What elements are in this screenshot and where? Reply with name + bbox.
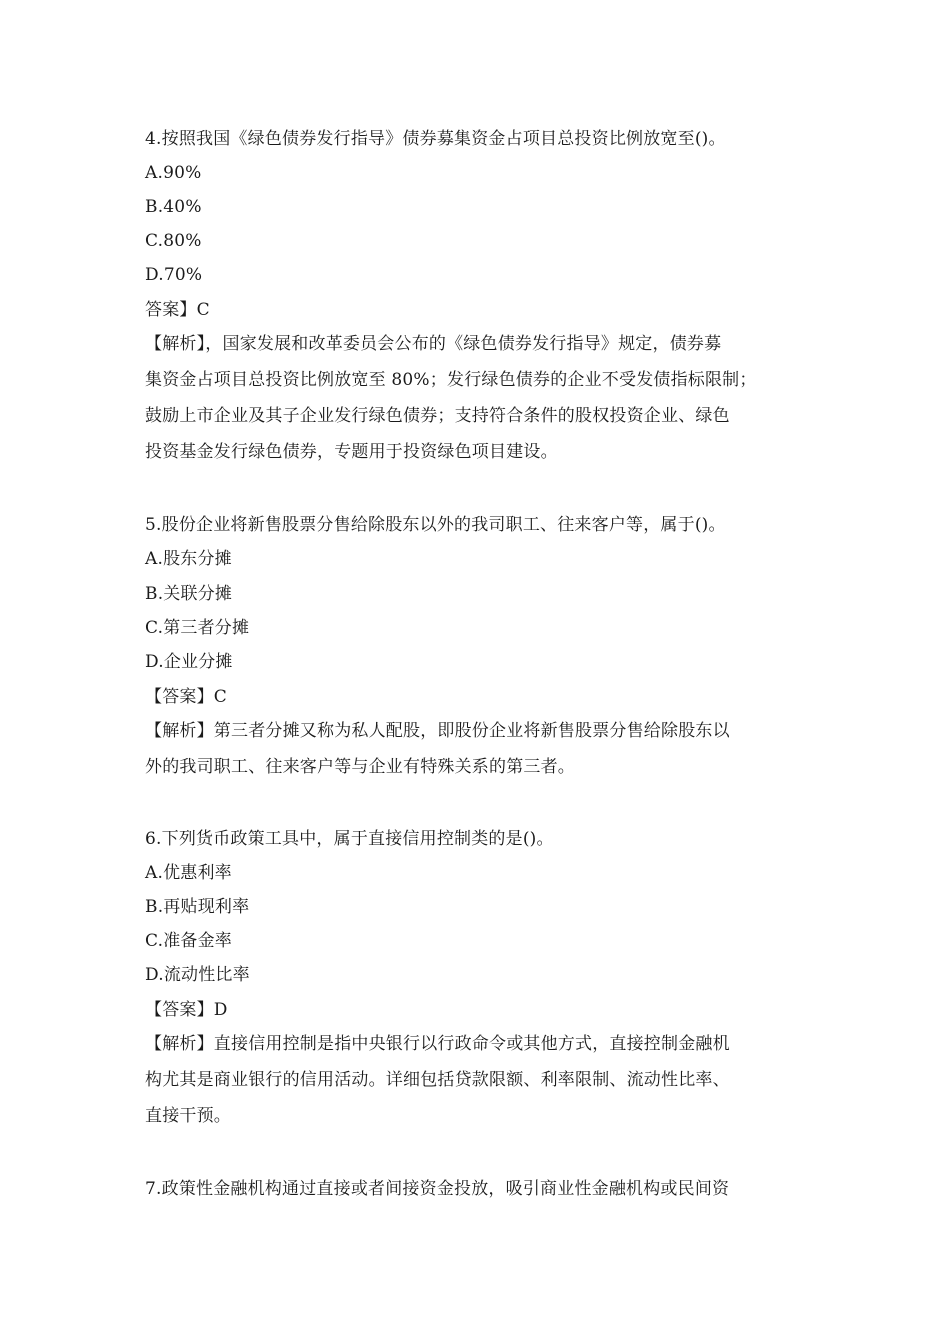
question-4-analysis-line-3: 鼓励上市企业及其子企业发行绿色债券；支持符合条件的股权投资企业、绿色 <box>145 406 730 426</box>
question-5-answer: 【答案】C <box>145 687 228 707</box>
question-4-option-b: B.40% <box>145 197 202 217</box>
question-4-option-c: C.80% <box>145 231 202 251</box>
question-6-analysis-line-1: 【解析】直接信用控制是指中央银行以行政命令或其他方式，直接控制金融机 <box>145 1034 730 1054</box>
question-5-analysis-line-1: 【解析】第三者分摊又称为私人配股，即股份企业将新售股票分售给除股东以 <box>145 721 730 741</box>
question-4-answer: 答案】C <box>145 300 210 320</box>
question-4-stem: 4.按照我国《绿色债券发行指导》债券募集资金占项目总投资比例放宽至()。 <box>145 129 726 149</box>
question-6-answer: 【答案】D <box>145 1000 228 1020</box>
question-5-option-a: A.股东分摊 <box>145 549 232 569</box>
question-5-analysis-line-2: 外的我司职工、往来客户等与企业有特殊关系的第三者。 <box>145 757 575 777</box>
question-4-option-a: A.90% <box>145 163 202 183</box>
question-7-stem: 7.政策性金融机构通过直接或者间接资金投放，吸引商业性金融机构或民间资 <box>145 1179 730 1199</box>
question-4-analysis-line-2: 集资金占项目总投资比例放宽至 80%；发行绿色债券的企业不受发债指标限制； <box>145 370 757 390</box>
question-6-option-d: D.流动性比率 <box>145 965 250 985</box>
question-5-option-c: C.第三者分摊 <box>145 618 250 638</box>
question-6-analysis-line-3: 直接干预。 <box>145 1106 231 1126</box>
question-5-option-b: B.关联分摊 <box>145 584 233 604</box>
question-6-option-c: C.准备金率 <box>145 931 233 951</box>
question-6-option-b: B.再贴现利率 <box>145 897 250 917</box>
question-4-option-d: D.70% <box>145 265 203 285</box>
question-5-stem: 5.股份企业将新售股票分售给除股东以外的我司职工、往来客户等，属于()。 <box>145 515 726 535</box>
question-6-analysis-line-2: 构尤其是商业银行的信用活动。详细包括贷款限额、利率限制、流动性比率、 <box>145 1070 730 1090</box>
question-5-option-d: D.企业分摊 <box>145 652 233 672</box>
question-6-option-a: A.优惠利率 <box>145 863 232 883</box>
question-4-analysis-line-1: 【解析】，国家发展和改革委员会公布的《绿色债券发行指导》规定，债券募 <box>145 334 722 354</box>
question-4-analysis-line-4: 投资基金发行绿色债券，专题用于投资绿色项目建设。 <box>145 442 558 462</box>
question-6-stem: 6.下列货币政策工具中，属于直接信用控制类的是()。 <box>145 829 554 849</box>
